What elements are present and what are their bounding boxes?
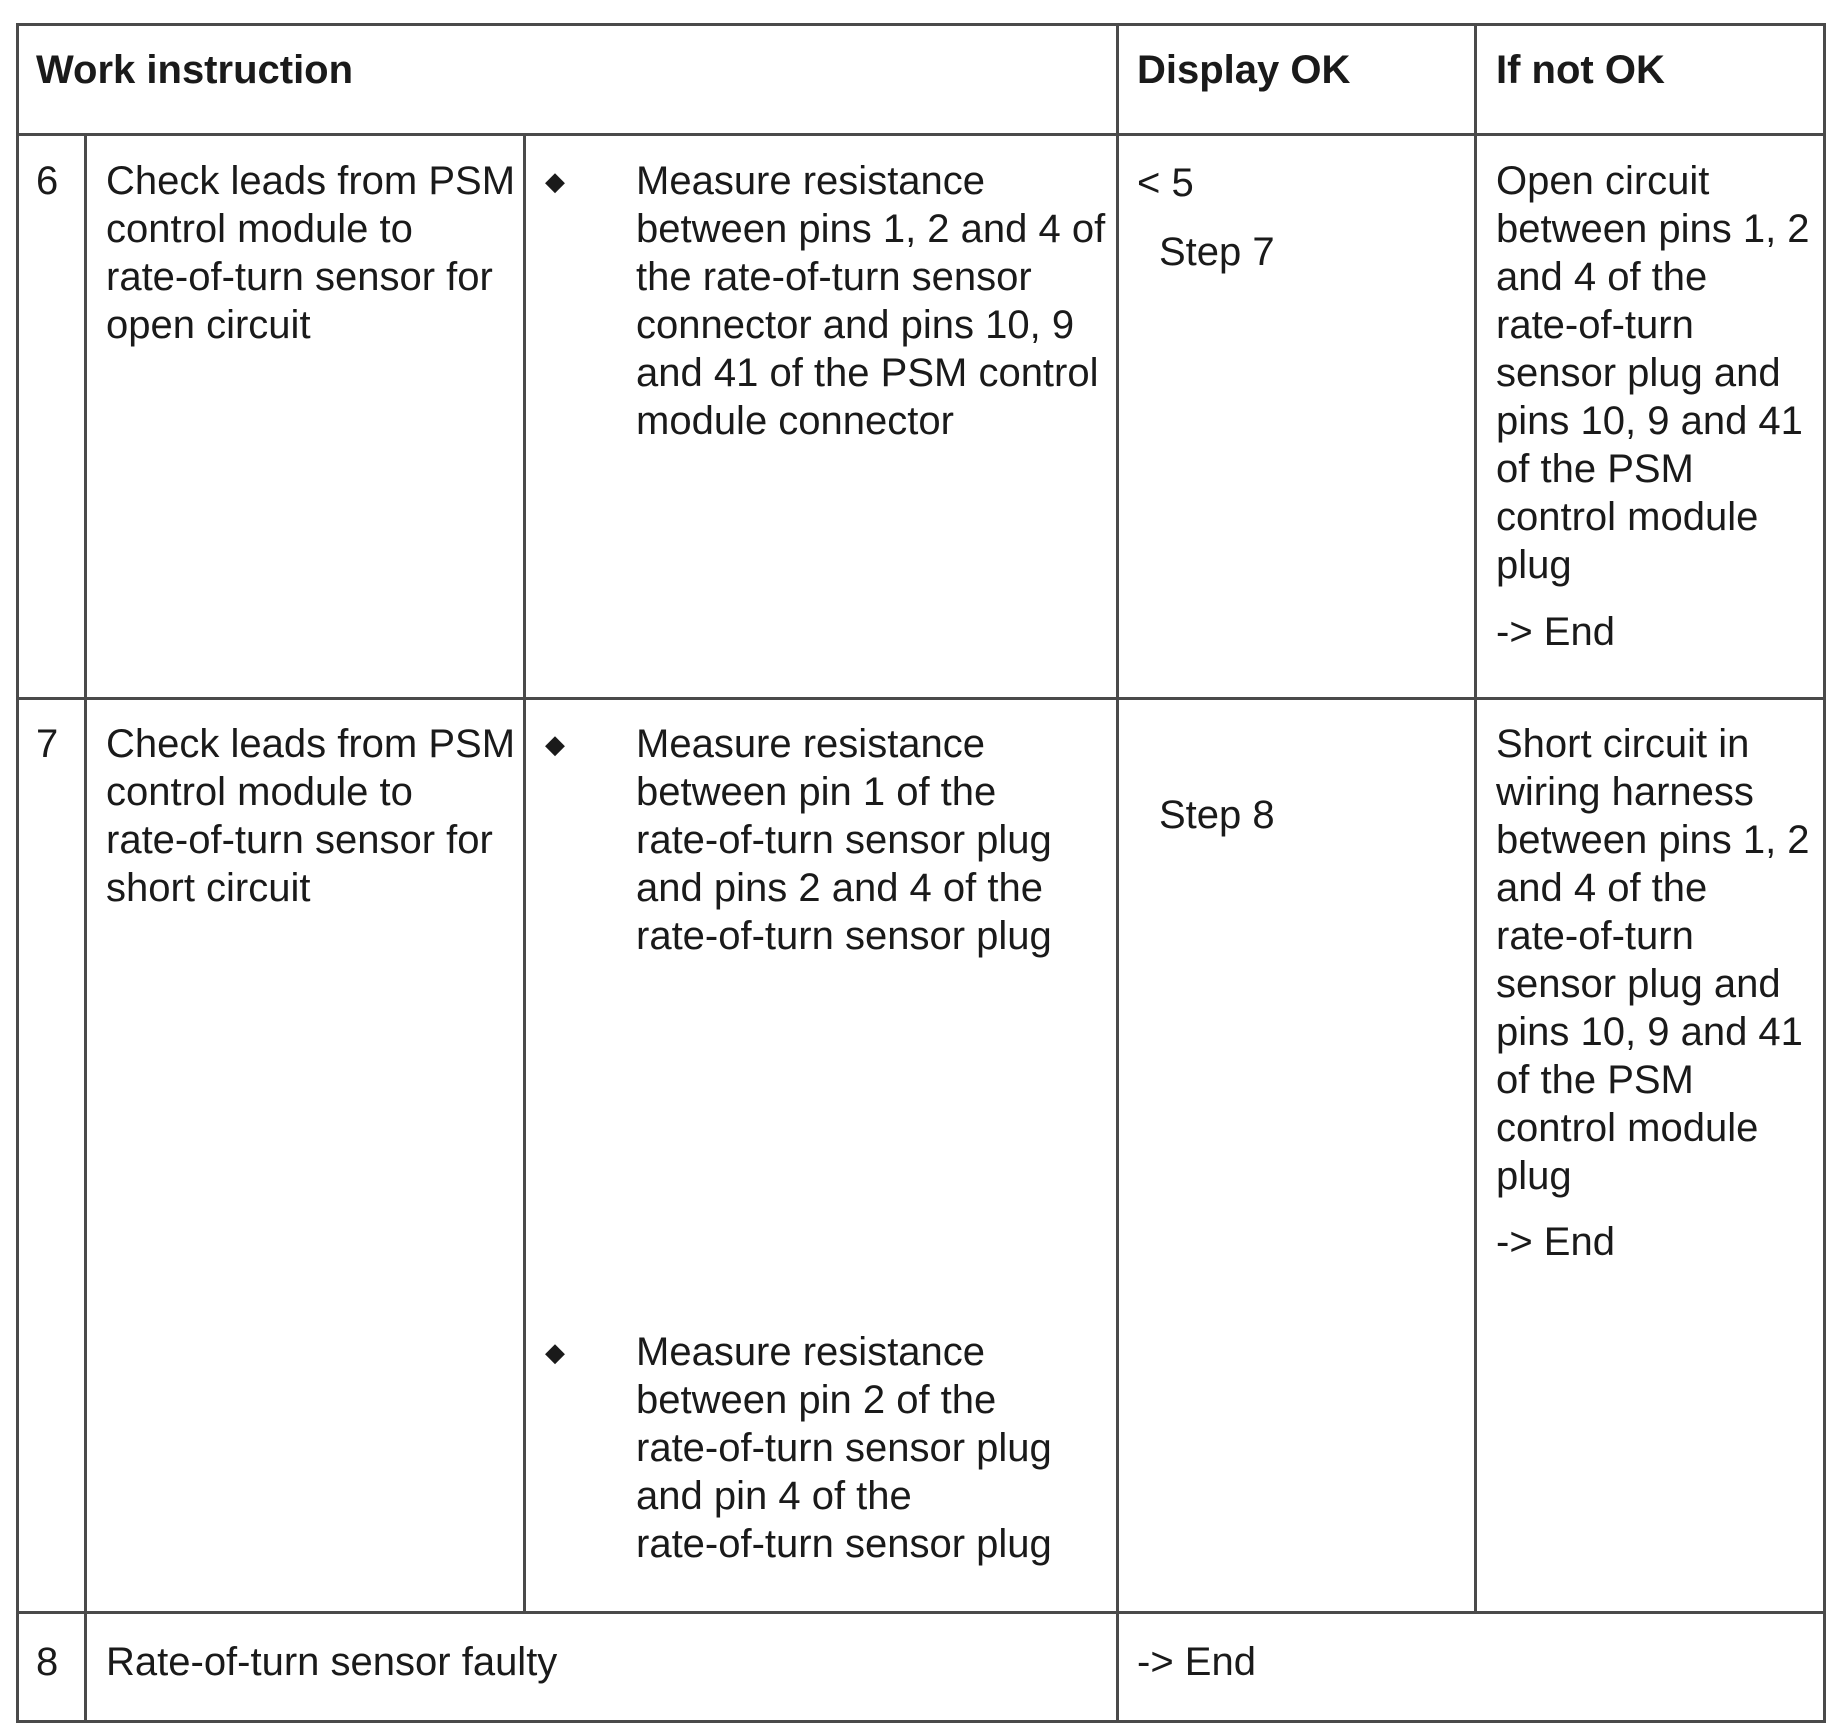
- column-divider: [1116, 23, 1119, 1723]
- step-number: 6: [36, 159, 59, 203]
- column-divider: [523, 133, 526, 1614]
- step-number: 8: [36, 1640, 59, 1684]
- not-ok-text: Open circuit between pins 1, 2 and 4 of the rate-of-turn sensor plug and pins 10, 9 and 41 of the PSM control module plug: [1496, 159, 1810, 587]
- task-description: Rate-of-turn sensor faulty: [106, 1640, 558, 1684]
- display-next-step: Step 8: [1159, 793, 1275, 837]
- row-divider: [16, 1611, 1826, 1614]
- not-ok-next: -> End: [1496, 1220, 1615, 1264]
- bullet-icon: ◆: [545, 166, 565, 196]
- work-instruction-table: [16, 23, 1826, 1724]
- step-number: 7: [36, 722, 59, 766]
- column-divider: [1474, 23, 1477, 1614]
- not-ok-next: -> End: [1496, 610, 1615, 654]
- task-description: Check leads from PSM control module to rate-of-turn sensor for open circuit: [106, 159, 516, 347]
- column-divider: [84, 133, 87, 1723]
- header-display-ok: Display OK: [1137, 48, 1351, 92]
- table-border-left: [16, 23, 19, 1723]
- task-description: Check leads from PSM control module to rate-of-turn sensor for short circuit: [106, 722, 516, 910]
- not-ok-text: Short circuit in wiring harness between pins 1, 2 and 4 of the rate-of-turn sensor plug and pins 10, 9 and 41 of the PSM control module plug: [1496, 722, 1810, 1198]
- header-if-not-ok: If not OK: [1496, 48, 1665, 92]
- header-work-instruction: Work instruction: [36, 48, 354, 92]
- bullet-icon: ◆: [545, 729, 565, 759]
- display-next-step: -> End: [1137, 1640, 1256, 1684]
- bullet-icon: ◆: [545, 1337, 565, 1367]
- action-text: Measure resistance between pin 2 of the rate-of-turn sensor plug and pin 4 of the rate-of-turn sensor plug: [636, 1330, 1052, 1566]
- table-border-right: [1823, 23, 1826, 1723]
- action-text: Measure resistance between pin 1 of the rate-of-turn sensor plug and pins 2 and 4 of the rate-of-turn sensor plug: [636, 722, 1052, 958]
- table-border-top: [16, 23, 1826, 26]
- action-text: Measure resistance between pins 1, 2 and 4 of the rate-of-turn sensor connector and pins 10, 9 and 41 of the PSM control module connector: [636, 159, 1106, 443]
- display-next-step: Step 7: [1159, 230, 1275, 274]
- display-value: < 5: [1137, 161, 1194, 205]
- table-border-bottom: [16, 1720, 1826, 1723]
- header-divider: [16, 133, 1826, 136]
- row-divider: [16, 697, 1826, 700]
